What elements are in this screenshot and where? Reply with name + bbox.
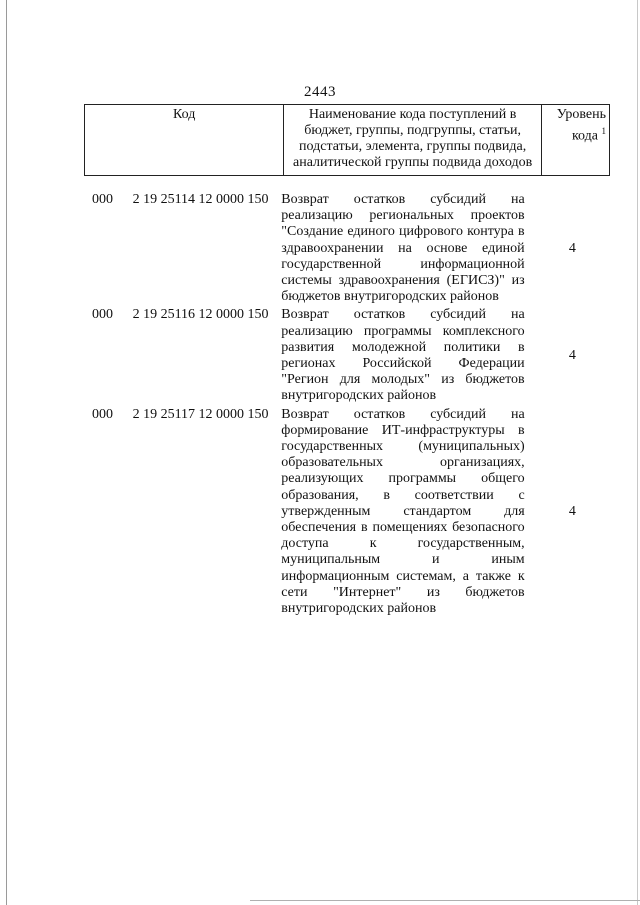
header-level [541, 105, 609, 176]
row-admin-code: 000 [92, 192, 113, 207]
row-level: 4 [568, 240, 576, 256]
row-name: Возврат остатков субсидий на реализацию программы комплексного развития молодежной политики в регионах Российской Федерации "Регион для молодых" из бюджетов внутригородских районов [281, 307, 525, 404]
code-rows [84, 192, 610, 619]
scan-edge-right [637, 0, 638, 905]
row-code: 2 19 25116 12 0000 150 [132, 307, 269, 323]
table-row [84, 307, 610, 404]
row-code: 2 19 25114 12 0000 150 [132, 192, 269, 207]
row-code: 2 19 25117 12 0000 150 [132, 406, 269, 422]
row-name: Возврат остатков субсидий на реализацию региональных проектов "Создание единого цифрового контура в здравоохранении на основе единой государственной информационной системы здравоохранения (ЕГИСЗ)" из бюджетов внутригородских районов [281, 192, 525, 305]
header-row [85, 105, 610, 176]
row-admin-code: 000 [92, 307, 113, 323]
table-row [84, 192, 610, 305]
scan-edge-left [6, 0, 7, 905]
row-admin-code: 000 [92, 406, 113, 422]
row-level: 4 [568, 347, 576, 363]
column-header-table [84, 104, 610, 176]
header-level-line2 [545, 123, 606, 145]
row-name: Возврат остатков субсидий на формирование ИТ-инфраструктуры в государственных (муниципальных) образовательных организациях, реализующих программы общего образования, в соответствии с утвержденным стандартом для обеспечения в помещениях безопасного доступа к государственным, муниципальным и иным информационным системам, а также к сети "Интернет" из бюджетов внутригородских районов [281, 406, 525, 617]
page-number: 2443 [304, 84, 336, 100]
header-level-word: кода [571, 128, 598, 144]
row-level: 4 [568, 503, 576, 519]
header-level-footnote: 1 [601, 126, 606, 136]
scan-edge-bottom [250, 900, 640, 901]
header-name: Наименование кода поступлений в бюджет, группы, подгруппы, статьи, подстатьи, элемента, группы подвида, аналитической группы подвида доходов [284, 105, 541, 176]
table-row [84, 407, 610, 618]
header-level-line1: Уровень [556, 107, 606, 122]
header-code: Код [85, 105, 284, 176]
